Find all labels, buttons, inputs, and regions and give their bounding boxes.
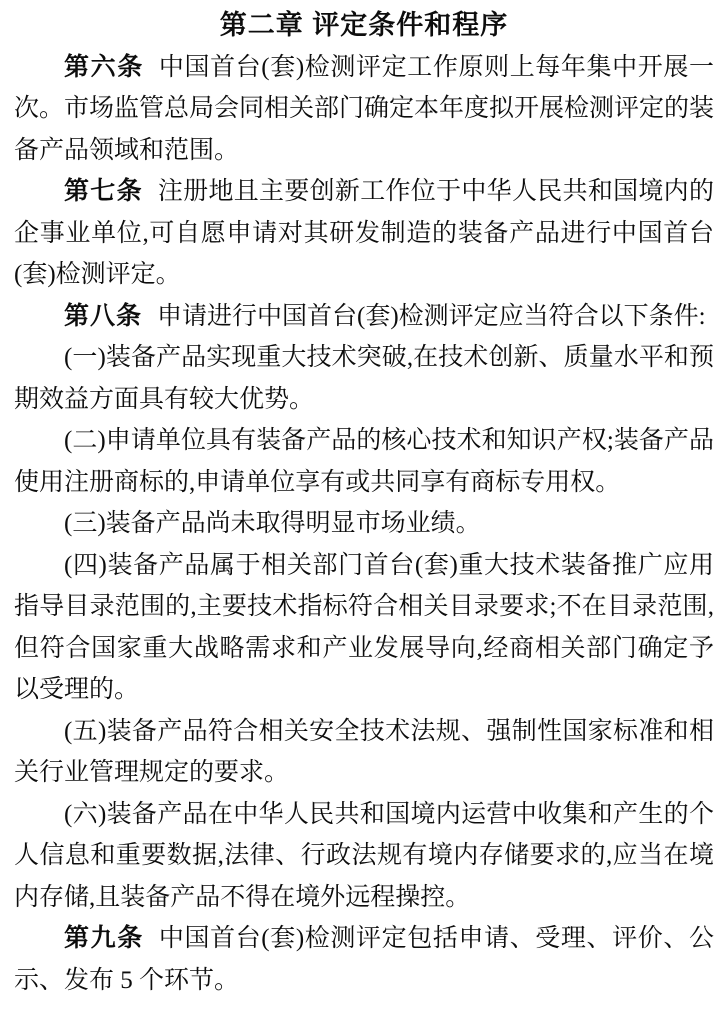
paragraph-text: 中国首台(套)检测评定工作原则上每年集中开展一次。市场监管总局会同相关部门确定本年度拟开展检测评定的装备产品领域和范围。 [14, 53, 715, 164]
paragraph [14, 503, 714, 545]
paragraph [14, 296, 714, 338]
paragraph [14, 47, 714, 172]
document-body [14, 47, 714, 1002]
article-label: 第九条 [64, 924, 144, 952]
paragraph-text: (三)装备产品尚未取得明显市场业绩。 [64, 510, 481, 537]
paragraph [14, 711, 714, 794]
article-label: 第六条 [64, 52, 144, 81]
paragraph [14, 918, 714, 1001]
paragraph [14, 171, 714, 296]
paragraph-text: 中国首台(套)检测评定包括申请、受理、评价、公示、发布 5 个环节。 [14, 925, 714, 994]
paragraph-text: (四)装备产品属于相关部门首台(套)重大技术装备推广应用指导目录范围的,主要技术指标符合相关目录要求;不在目录范围,但符合国家重大战略需求和产业发展导向,经商相关部门确定予以受理的。 [14, 551, 714, 703]
paragraph-text: (一)装备产品实现重大技术突破,在技术创新、质量水平和预期效益方面具有较大优势。 [14, 344, 714, 413]
paragraph [14, 545, 714, 711]
paragraph-text: (六)装备产品在中华人民共和国境内运营中收集和产生的个人信息和重要数据,法律、行政法规有境内存储要求的,应当在境内存储,且装备产品不得在境外远程操控。 [14, 800, 714, 911]
article-label: 第七条 [64, 177, 143, 205]
paragraph-text: 注册地且主要创新工作位于中华人民共和国境内的企事业单位,可自愿申请对其研发制造的装备产品进行中国首台(套)检测评定。 [14, 178, 714, 288]
paragraph-text: 申请进行中国首台(套)检测评定应当符合以下条件: [157, 302, 706, 330]
paragraph [14, 794, 714, 919]
article-label: 第八条 [64, 301, 143, 330]
paragraph-text: (五)装备产品符合相关安全技术法规、强制性国家标准和相关行业管理规定的要求。 [14, 717, 714, 786]
paragraph-text: (二)申请单位具有装备产品的核心技术和知识产权;装备产品使用注册商标的,申请单位享有或共同享有商标专用权。 [14, 427, 714, 496]
paragraph [14, 337, 714, 420]
chapter-title: 第二章 评定条件和程序 [219, 10, 509, 40]
paragraph [14, 420, 714, 503]
